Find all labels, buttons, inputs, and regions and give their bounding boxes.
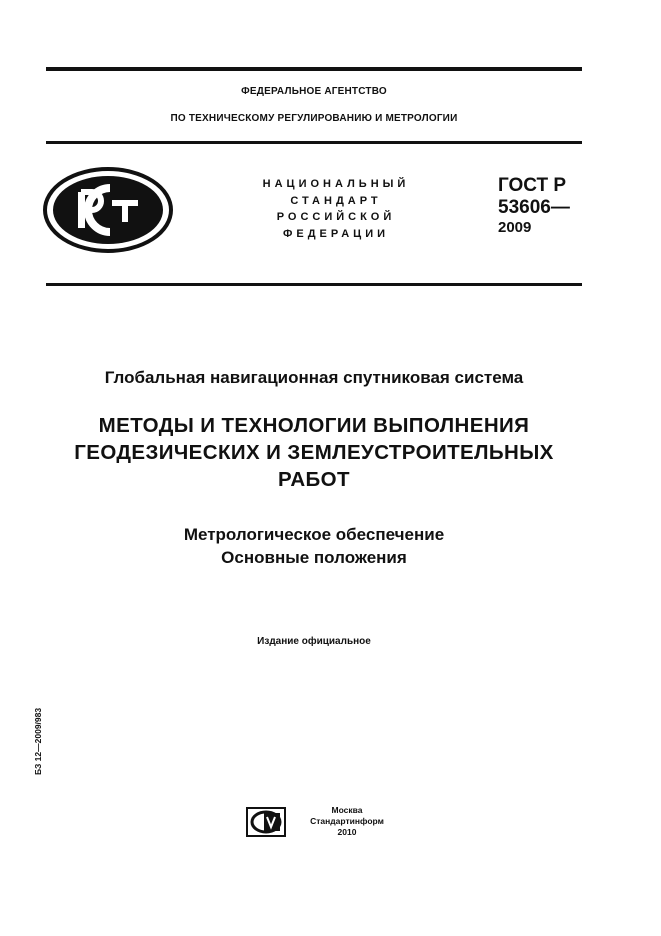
subtitle-line-1: Метрологическое обеспечение	[183, 525, 445, 544]
subtitle	[46, 523, 582, 569]
publisher-info	[292, 805, 402, 838]
header-rule	[46, 141, 582, 144]
publisher-year: 2010	[337, 827, 357, 837]
publisher-name: Стандартинформ	[310, 816, 384, 826]
main-title-line-3: РАБОТ	[278, 468, 350, 491]
standard-designation	[498, 175, 570, 237]
standard-line-3: РОССИЙСКОЙ	[276, 211, 396, 223]
standard-line-2: СТАНДАРТ	[290, 194, 382, 207]
top-rule	[46, 67, 582, 71]
system-title: Глобальная навигационная спутниковая система	[104, 368, 524, 387]
standard-line-4: ФЕДЕРАЦИИ	[282, 227, 390, 240]
agency-line-1: ФЕДЕРАЛЬНОЕ АГЕНТСТВО	[241, 86, 387, 97]
designation-year: 2009	[498, 219, 532, 236]
rst-emblem-icon	[42, 166, 174, 254]
agency-line-2: ПО ТЕХНИЧЕСКОМУ РЕГУЛИРОВАНИЮ И МЕТРОЛОГИИ	[170, 113, 458, 124]
main-title	[46, 412, 582, 493]
side-code: БЗ 12—2009/983	[33, 707, 43, 775]
bottom-rule	[46, 283, 582, 286]
designation-prefix: ГОСТ Р	[498, 175, 567, 196]
main-title-line-2: ГЕОДЕЗИЧЕСКИХ И ЗЕМЛЕУСТРОИТЕЛЬНЫХ	[74, 441, 554, 464]
designation-number: 53606—	[498, 197, 570, 218]
national-standard-label	[236, 176, 436, 242]
edition-label: Издание официальное	[257, 636, 371, 647]
subtitle-line-2: Основные положения	[221, 548, 407, 567]
main-title-line-1: МЕТОДЫ И ТЕХНОЛОГИИ ВЫПОЛНЕНИЯ	[98, 414, 530, 437]
standartinform-logo-icon	[246, 807, 286, 837]
publisher-city: Москва	[331, 805, 363, 815]
standard-line-1: НАЦИОНАЛЬНЫЙ	[262, 178, 410, 190]
